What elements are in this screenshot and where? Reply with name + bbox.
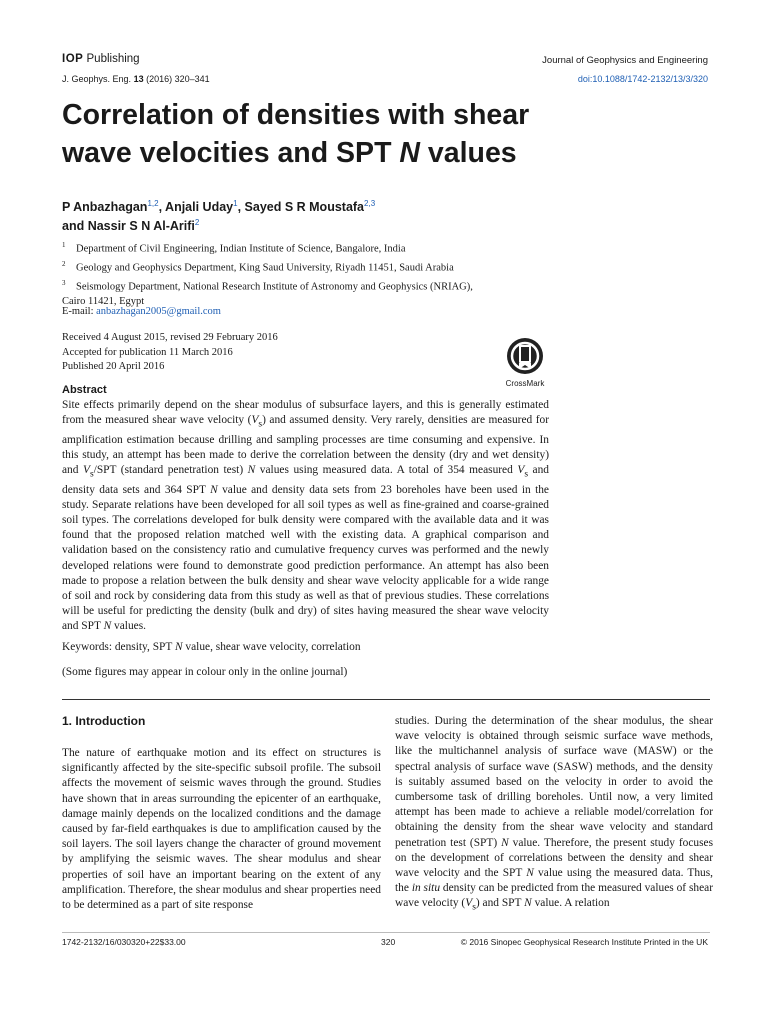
affiliation: $^1$ Department of Civil Engineering, Indian Institute of Science, Bangalore, India — [62, 241, 406, 255]
affiliation: $^3$ Seismology Department, National Research Institute of Astronomy and Geophysics (NRIAG), — [62, 279, 473, 293]
crossmark-label: CrossMark — [505, 379, 545, 388]
author-name: and Nassir S N Al-Arifi — [62, 219, 195, 234]
crossmark-icon — [505, 336, 545, 376]
footer-copyright: © 2016 Sinopec Geophysical Research Institute Printed in the UK — [460, 937, 708, 947]
column-left — [62, 714, 381, 913]
intro-paragraph-left: The nature of earthquake motion and its effect on structures is significantly affected by the site-specific subsoil profile. The subsoil affects the movement of seismic waves through the ground. Studies have shown that in areas surrounding the epicenter of an earthquake, damage mainly depends on the localized conditions and the damage caused by far-field earthquakes is due to amplification caused by the soil layers. The soil layers change the character of ground movement by amplifying the seismic waves. The shear modulus and shear properties of soil have an important bearing on the extent of any amplification. Therefore, the shear modulus and shear properties need to be determined as a part of site response — [62, 747, 381, 912]
author-affil-ref[interactable]: 2 — [194, 218, 200, 228]
journal-name: Journal of Geophysics and Engineering — [542, 55, 708, 66]
author-list: P Anbazhagan$^{1,2}$, Anjali Uday$^1$, Sayed S R Moustafa$^{2,3}$ and Nassir S N Al-Arifi$^2$ — [62, 199, 376, 234]
author-affil-ref[interactable]: 1 — [233, 199, 238, 208]
author-name: P Anbazhagan — [62, 200, 148, 215]
author-affil-ref[interactable]: 1,2 — [147, 199, 159, 208]
email-link[interactable]: anbazhagan2005@gmail.com — [96, 306, 221, 317]
section-heading: 1. Introduction — [62, 714, 146, 728]
publisher-logo: IOP Publishing — [62, 53, 140, 65]
author-name: Sayed S R Moustafa — [244, 200, 365, 215]
column-right — [395, 714, 713, 916]
footer-divider — [62, 932, 710, 933]
crossmark-badge[interactable] — [499, 336, 551, 388]
affiliations — [62, 238, 532, 310]
email-line: E-mail: anbazhagan2005@gmail.com — [62, 306, 221, 317]
abstract-heading: Abstract — [62, 384, 107, 396]
abstract-text: Site effects primarily depend on the shear modulus of subsurface layers, and this is generally estimated from the measured shear wave velocity $(V_s)$ and assumed density. Very rarely, densities are measured for amplification estimation because drilling and sampling processes are time consuming and expensive. In this study, an attempt has been made to derive the correlation between the density (dry and wet density) and $V_s$/SPT (standard penetration test) N values using measured data. A total of 354 measured $V_s$ and density data sets and 364 SPT N value and density data sets from 23 boreholes have been used in the study. Separate relations have been developed for all soil types as well as fine-grained and coarse-grained soil types. The correlations developed for bulk density were compared with the available data and it was found that the proposed relation matched well with the existing data. A graphical comparison and validation based on the consistency ratio and cumulative frequency curves was performed and the newly developed relations were found to demonstrate good prediction performance. An attempt has also been made to propose a relation between the bulk density and shear wave velocity applicable for a wide range of soil and rock by considering data from this study as well as that of previous studies. These correlations will be useful for predicting the density (bulk and dry) of sites having measured the shear wave velocity and SPT N values. — [62, 399, 550, 633]
accepted-date: Accepted for publication 11 March 2016 — [62, 346, 233, 358]
author-affil-ref[interactable]: 2,3 — [364, 199, 376, 208]
footer-code: 1742-2132/16/030320+22$33.00 — [62, 937, 186, 947]
affiliation: Cairo 11421, Egypt — [62, 296, 145, 307]
publication-dates — [62, 331, 278, 375]
section-divider — [62, 699, 710, 700]
affiliation: $^2$ Geology and Geophysics Department, King Saud University, Riyadh 11451, Saudi Arabia — [62, 260, 454, 274]
intro-paragraph-right: studies. During the determination of the shear modulus, the shear wave velocity is obtained through seismic surface wave methods, like the multichannel analysis of surface wave (MASW) or the spectral analysis of surface wave (SASW) methods, and the density is suitably assumed based on the velocity in order to avoid the cumbersome task of drilling boreholes. Until now, a very limited attempt has been made to achieve a reliable model/correlation for obtaining the density from the shear wave velocity and standard penetration test (SPT) N value. Therefore, the present study focuses on the development of correlations between the density and shear wave velocity and the SPT N value using the measured data. Thus, the in situ density can be predicted from the measured values of shear wave velocity $(V_s)$ and SPT N value. A relation — [395, 715, 714, 913]
doi-link[interactable]: doi:10.1088/1742-2132/13/3/320 — [577, 74, 708, 84]
author-name: Anjali Uday — [165, 200, 234, 215]
colour-note: (Some figures may appear in colour only in the online journal) — [62, 666, 348, 678]
keywords: Keywords: density, SPT N value, shear wave velocity, correlation — [62, 641, 361, 653]
paper-title: Correlation of densities with shear wave velocities and SPT N values — [62, 99, 530, 169]
page-number: 320 — [381, 937, 396, 947]
published-date: Published 20 April 2016 — [62, 361, 165, 372]
received-date: Received 4 August 2015, revised 29 February 2016 — [62, 332, 278, 343]
citation: J. Geophys. Eng. 13 (2016) 320–341 — [62, 74, 210, 84]
